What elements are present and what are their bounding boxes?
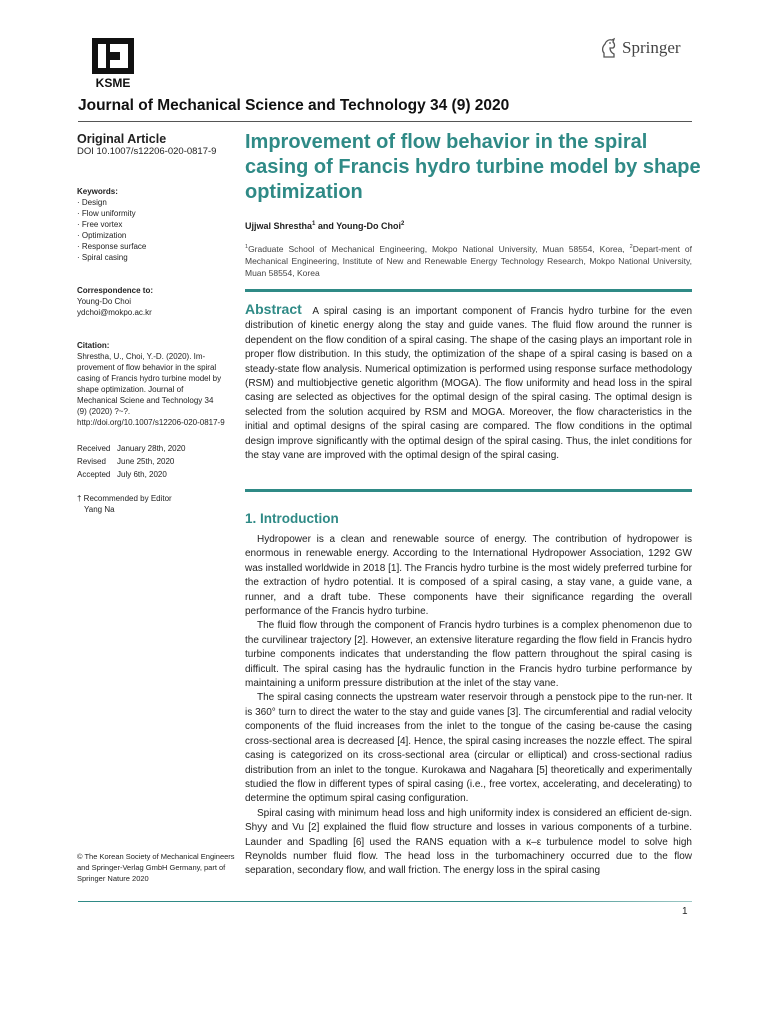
correspondence-name: Young-Do Choi — [77, 297, 131, 306]
header-divider — [78, 121, 692, 122]
footer-divider — [78, 901, 692, 902]
article-sidebar — [77, 132, 227, 515]
date-label: Accepted — [77, 470, 111, 479]
date-label: Received — [77, 444, 111, 453]
springer-logo — [600, 36, 681, 60]
keyword-item: · Free vortex — [77, 220, 123, 229]
section-heading-introduction: 1. Introduction — [245, 511, 339, 526]
ksme-logo — [86, 38, 140, 88]
article-title: Improvement of flow behavior in the spiral casing of Francis hydro turbine model by shape optimization — [245, 131, 701, 203]
date-revised — [77, 455, 227, 468]
doi[interactable]: DOI 10.1007/s12206-020-0817-9 — [77, 146, 217, 157]
body-paragraph: Spiral casing with minimum head loss and high uniformity index is considered an efficient de-sign. Shyy and Vu [2] explained the fluid flow structure and losses in various components of a turbine. Launder and Spadling [6] used the RANS equation with a κ–ε turbulence model to solve high Reynolds number fluid flow. The head loss in the turbomachinery occurred due to the flow separation, secondary flow, and wall friction. The energy loss in the spiral casing — [245, 807, 692, 877]
keywords-heading: Keywords: — [77, 187, 118, 196]
article-type: Original Article — [77, 132, 167, 146]
author-affil-mark: 1 — [312, 221, 316, 227]
date-label: Revised — [77, 457, 106, 466]
keyword-item: · Spiral casing — [77, 253, 128, 262]
journal-title: Journal of Mechanical Science and Technology 34 (9) 2020 — [78, 97, 510, 114]
date-value: June 25th, 2020 — [117, 457, 175, 466]
body-paragraph: The fluid flow through the component of Francis hydro turbines is a complex phenomenon due to the curvilinear trajectory [2]. However, an extensive literature regarding the flow field in Francis hydro turbine components indicates that understanding the flow pattern throughout the spiral casing is difficult. The spiral casing has the hydraulic function in the Francis hydro turbine performance by maintaining a uniform pressure distribution at the inlet of the stay vane. — [245, 620, 692, 690]
correspondence-email[interactable]: ydchoi@mokpo.ac.kr — [77, 308, 152, 317]
affil-mark: 2 — [629, 244, 633, 250]
abstract-heading: Abstract — [245, 301, 302, 317]
page-number: 1 — [682, 906, 688, 917]
affiliation-2: Depart-ment of Mechanical Engineering, Institute of New and Renewable Energy Technology Research, Mokpo National University, Muan 58554, Korea — [245, 243, 693, 278]
svg-text:KSME: KSME — [95, 76, 131, 88]
citation-text: Shrestha, U., Choi, Y.-D. (2020). Im-provement of flow behavior in the spiral casing of Francis hydro turbine model by shape optimization. Journal of Mechanical Sciene and Technology 34 (9) (2020) ?~?. http://doi.org/10.1007/s12206-020-0817-9 — [77, 352, 225, 427]
editor-note: † Recommended by Editor — [77, 494, 172, 503]
abstract — [245, 302, 692, 463]
affiliation-1: Graduate School of Mechanical Engineering, Mokpo National University, Muan 58554, Korea, — [248, 243, 630, 254]
author-name: Ujjwal Shrestha — [245, 221, 313, 231]
publisher-name: Springer — [622, 38, 681, 57]
keyword-item: · Flow uniformity — [77, 209, 136, 218]
date-received — [77, 442, 227, 455]
correspondence-heading: Correspondence to: — [77, 286, 154, 295]
introduction-body — [245, 533, 692, 879]
abstract-rule-bottom — [245, 489, 692, 492]
author-name: Young-Do Choi — [336, 221, 402, 231]
body-paragraph: The spiral casing connects the upstream water reservoir through a penstock pipe to the run-ner. It is 360° turn to direct the water to the stay and guide vanes [3]. The circumferential and radial velocity components of the fluid increases from the inlet to the tongue of the casing be-cause the casing cross-sectional area is decreased [4]. Hence, the spiral casing increases the nozzle effect. The spiral casing is categorized on its cross-sectional area (circular or elliptical) and cross-sectional radius distribution from an inlet to the tongue. Kurokawa and Nagahara [5] theoretically and experimentally studied the flow in different types of spiral casing (i.e., free vortex, accelerating, and decelerating) to determine the optimum spiral casing configuration. — [245, 692, 692, 805]
date-value: July 6th, 2020 — [117, 470, 167, 479]
keyword-item: · Optimization — [77, 231, 127, 240]
author-affil-mark: 2 — [401, 221, 405, 227]
author-separator: and — [315, 221, 337, 231]
springer-knight-icon — [600, 37, 618, 59]
editor-name: Yang Na — [84, 505, 115, 514]
author-list — [245, 221, 404, 231]
body-paragraph: Hydropower is a clean and renewable source of energy. The contribution of hydropower is enormous in renewable energy. According to the International Hydropower Association, 1292 GW was installed worldwide in 2018 [1]. The Francis hydro turbine is the most widely preferred turbine for the extraction of hydro potential. It is composed of a spiral casing, a stay vane, a guide vane, a runner, and a draft tube. These components have their significance regarding the overall performance of the Francis hydro turbine. — [245, 534, 692, 618]
ksme-logo-icon — [86, 38, 140, 88]
keyword-item: · Design — [77, 198, 107, 207]
citation-heading: Citation: — [77, 341, 110, 350]
abstract-rule-top — [245, 289, 692, 292]
abstract-text: A spiral casing is an important component of Francis hydro turbine for the even distribution of kinetic energy along the stay and guide vanes. The fluid flow around the runner is dependent on the flow condition of a spiral casing. The shape of the casing plays an important role in proper flow distribution. In this study, the optimization of the shape of a spiral casing is based on a steady-state flow analysis. Numerical optimization is performed using response surface methodology (RSM) and multiobjective genetic algorithm (MOGA). The flow uniformity and head loss in the spiral casing are selected as objectives for the optimal design of the spiral casing. The optimal design is selected from the solution acquired by RSM and MOGA. Moreover, the flow characteristics in the initial and optimal designs of the spiral casing are compared. The flow conditions in the optimal design improve significantly with the optimal design of the spiral casing. Thus, the inlet conditions for the stay vane are improved with the optimal design of the spiral casing. — [245, 306, 693, 462]
affiliations — [245, 241, 692, 279]
date-value: January 28th, 2020 — [117, 444, 186, 453]
copyright-notice: © The Korean Society of Mechanical Engineers and Springer-Verlag GmbH Germany, part of Springer Nature 2020 — [77, 852, 235, 883]
keyword-item: · Response surface — [77, 242, 147, 251]
date-accepted — [77, 468, 227, 481]
affil-mark: 1 — [245, 244, 249, 250]
article-dates — [77, 442, 227, 481]
